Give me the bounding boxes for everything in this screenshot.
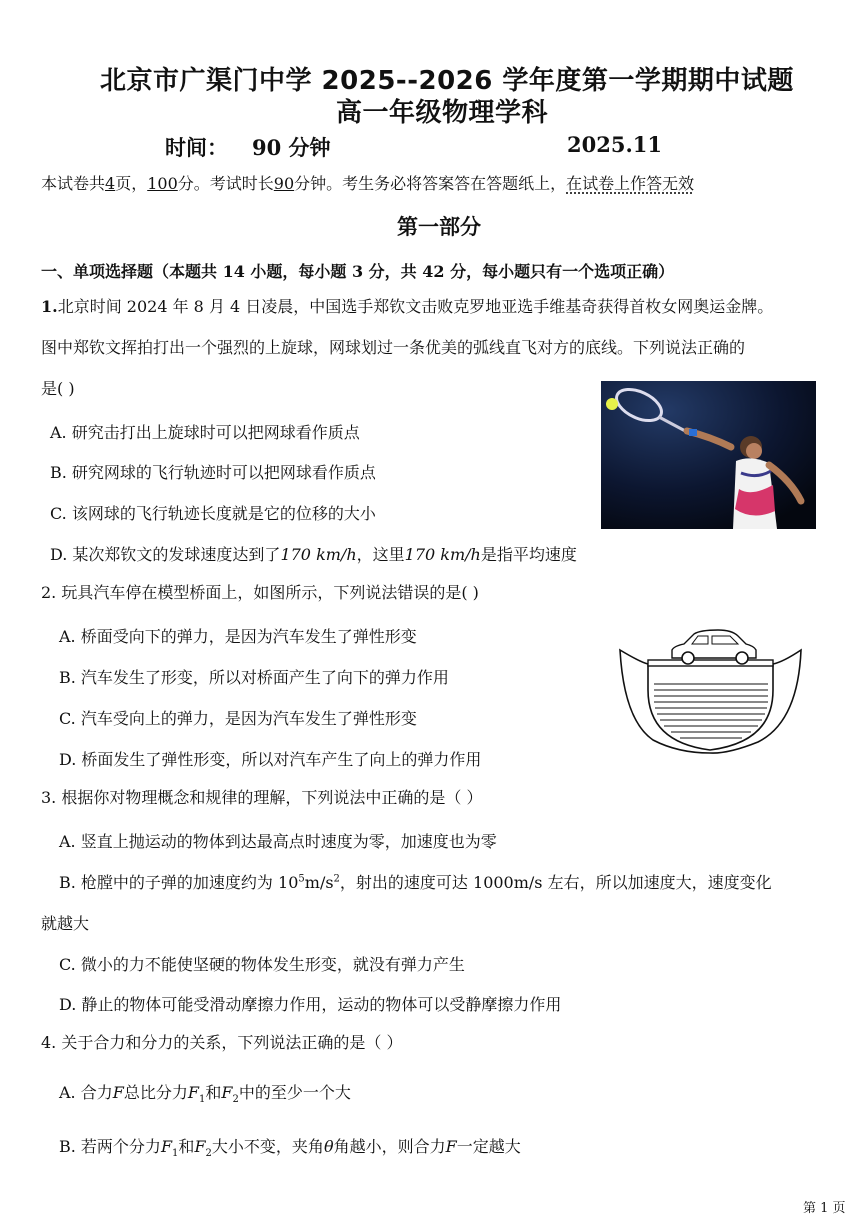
- exam-subtitle: 高一年级物理学科: [336, 98, 549, 128]
- q4-subscript: 1: [198, 1094, 206, 1106]
- page-number: 第 1 页: [803, 1201, 846, 1216]
- q4-subscript: 2: [205, 1148, 212, 1160]
- q1-option-a: A. 研究击打出上旋球时可以把网球看作质点: [50, 423, 360, 442]
- q4-var-f1: F: [187, 1083, 199, 1102]
- intro-pages: 4: [105, 174, 116, 193]
- q1-d-speed: 170 km/h: [280, 545, 357, 564]
- q4-var-f2: F: [221, 1083, 233, 1102]
- q2-option-a: A. 桥面受向下的弹力，是因为汽车发生了弹性形变: [59, 627, 417, 646]
- intro-text: 分钟。考生务必将答案答在答题纸上，: [294, 174, 567, 193]
- q3-option-d: D. 静止的物体可能受滑动摩擦力作用，运动的物体可以受静摩擦力作用: [59, 995, 562, 1014]
- q3-b-exponent: 2: [333, 873, 340, 885]
- q3-b-text: ，射出的速度可达 1000m/s 左右，所以加速度大，速度变化: [339, 873, 772, 892]
- q1-option-d: [50, 542, 577, 565]
- q4-var-f1: F: [160, 1137, 173, 1156]
- q4-var-f: F: [445, 1137, 457, 1156]
- q1-stem-line2: 图中郑钦文挥拍打出一个强烈的上旋球，网球划过一条优美的弧线直飞对方的底线。下列说法正确的: [41, 338, 746, 357]
- intro-warning: 在试卷上作答无效: [566, 174, 695, 193]
- time-label: 时间：: [165, 135, 228, 160]
- q2-option-c: C. 汽车受向上的弹力，是因为汽车发生了弹性形变: [59, 709, 417, 728]
- q4-a-text: 和: [205, 1083, 222, 1102]
- q1-option-b: B. 研究网球的飞行轨迹时可以把网球看作质点: [50, 463, 376, 482]
- q4-stem: 4. 关于合力和分力的关系，下列说法正确的是（ ）: [41, 1033, 403, 1052]
- q3-b-text: B. 枪膛中的子弹的加速度约为 10: [59, 873, 299, 892]
- q2-option-d: D. 桥面发生了弹性形变，所以对汽车产生了向上的弹力作用: [59, 750, 482, 769]
- q4-var-f: F: [112, 1083, 124, 1102]
- q1-number: 1.: [41, 297, 58, 316]
- exam-date: 2025.11: [567, 132, 662, 157]
- time-value: 90 分钟: [252, 135, 331, 160]
- q1-stem-line1: [41, 297, 773, 317]
- q4-subscript: 2: [232, 1094, 239, 1106]
- q3-option-c: C. 微小的力不能使坚硬的物体发生形变，就没有弹力产生: [59, 955, 465, 974]
- q4-b-text: 角越小，则合力: [333, 1137, 446, 1156]
- tennis-player-photo: [601, 381, 816, 529]
- q4-a-text: 中的至少一个大: [238, 1083, 351, 1102]
- q4-option-b: [59, 1134, 521, 1159]
- q4-var-theta: θ: [323, 1137, 334, 1156]
- q4-var-f2: F: [194, 1137, 206, 1156]
- q4-a-text: 总比分力: [123, 1083, 188, 1102]
- q4-b-text: 和: [178, 1137, 195, 1156]
- q4-subscript: 1: [172, 1148, 179, 1160]
- intro-text: 页，: [115, 174, 148, 193]
- q1-text: 北京时间 2024 年 8 月 4 日凌晨，中国选手郑钦文击败克罗地亚选手维基奇获得首枚女网奥运金牌。: [57, 297, 774, 316]
- q4-b-text: 大小不变，夹角: [211, 1137, 324, 1156]
- q3-b-exponent: 5: [298, 873, 305, 885]
- q1-d-text: ，这里: [356, 545, 405, 564]
- q1-stem-line3: 是( ): [41, 379, 75, 398]
- exam-title: 北京市广渠门中学 2025--2026 学年度第一学期期中试题: [100, 66, 794, 96]
- q3-option-a: A. 竖直上抛运动的物体到达最高点时速度为零，加速度也为零: [59, 832, 497, 851]
- part-heading: 第一部分: [397, 214, 481, 239]
- q3-option-b: [59, 870, 772, 893]
- q3-option-b-continuation: 就越大: [41, 914, 90, 933]
- intro-line: [41, 174, 694, 194]
- q1-d-speed: 170 km/h: [404, 545, 481, 564]
- q4-option-a: [59, 1080, 351, 1105]
- intro-points: 100: [147, 174, 178, 193]
- q4-a-text: A. 合力: [59, 1083, 113, 1102]
- intro-text: 本试卷共: [41, 174, 106, 193]
- q3-b-unit: m/s: [304, 873, 334, 892]
- intro-minutes: 90: [273, 174, 295, 193]
- q2-stem: 2. 玩具汽车停在模型桥面上，如图所示，下列说法错误的是( ): [41, 583, 479, 602]
- q4-b-text: B. 若两个分力: [59, 1137, 161, 1156]
- q1-option-c: C. 该网球的飞行轨迹长度就是它的位移的大小: [50, 504, 376, 523]
- q1-d-text: 是指平均速度: [480, 545, 577, 564]
- q4-b-text: 一定越大: [456, 1137, 521, 1156]
- intro-text: 分。考试时长: [177, 174, 274, 193]
- bridge-car-diagram: [618, 622, 803, 754]
- q2-option-b: B. 汽车发生了形变，所以对桥面产生了向下的弹力作用: [59, 668, 449, 687]
- section-heading: 一、单项选择题（本题共 14 小题，每小题 3 分，共 42 分，每小题只有一个选项正确）: [41, 262, 675, 281]
- q3-stem: 3. 根据你对物理概念和规律的理解，下列说法中正确的是（ ）: [41, 788, 483, 807]
- q1-d-text: D. 某次郑钦文的发球速度达到了: [50, 545, 281, 564]
